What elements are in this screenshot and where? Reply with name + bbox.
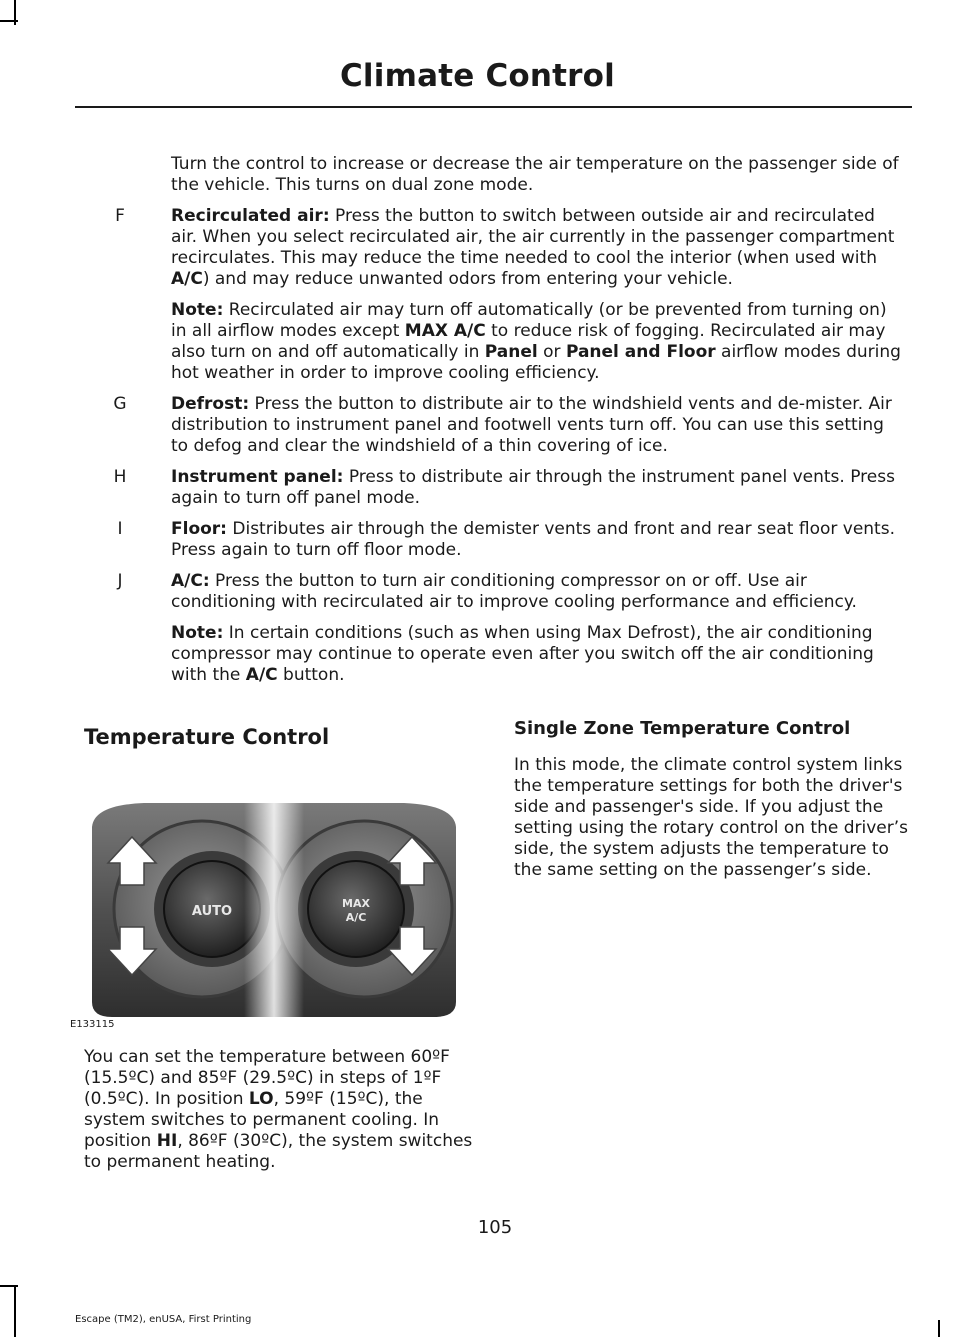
climate-panel-illustration [84,797,462,1017]
text-run: Turn the control to increase or decrease the air temperature on the passenger side of the vehicle. This turns on dual zone mode. [171,154,899,195]
bold-term: Instrument panel: [171,467,344,487]
entry-paragraph [171,154,905,196]
text-run: , 59ºF (15ºC), the system switches to permanent cooling. In position [84,1089,440,1151]
bold-term: MAX A/C [404,321,486,341]
page-title: Climate Control [339,58,615,94]
auto-label: AUTO [191,904,233,919]
bold-term: Panel [484,342,538,362]
bold-term: Defrost: [171,394,250,414]
section-title: Temperature Control [84,725,330,749]
crop-mark [0,20,18,22]
temperature-body-text [84,1047,478,1173]
bold-term: Recirculated air: [171,206,330,226]
control-entry [0,206,960,384]
entry-paragraph [171,206,905,290]
climate-control-panel-figure [84,797,462,1017]
entry-paragraph [171,394,905,457]
control-entry [0,394,960,457]
crop-mark [0,1285,18,1287]
entry-paragraph [171,571,905,613]
subsection-title: Single Zone Temperature Control [514,718,851,739]
entry-letter: J [117,571,123,591]
max-label: MAX [342,897,370,910]
bold-term: A/C: [171,571,210,591]
text-run: You can set the temperature between 60ºF (15.5ºC) and 85ºF (29.5ºC) in steps of 1ºF (0.5ºC). In position [84,1047,450,1109]
text-run: airflow modes during hot weather in order to improve cooling efficiency. [171,342,901,383]
bold-term: Note: [171,623,224,643]
text-run: button. [277,665,345,685]
entry-letter: F [115,206,125,226]
control-entry [0,571,960,686]
control-entry [0,519,960,561]
entry-paragraph [171,300,905,384]
page-number: 105 [477,1217,513,1238]
text-run: Press the button to distribute air to the windshield vents and de-mister. Air distribution to instrument panel and footwell vents turn off. You can use this setting to defog and clear the windshield of a thin covering of ice. [171,394,892,456]
text-run: , 86ºF (30ºC), the system switches to permanent heating. [84,1131,473,1172]
bold-term: A/C [171,269,203,289]
bold-term: Floor: [171,519,227,539]
text-run: Press to distribute air through the instrument panel vents. Press again to turn off panel mode. [171,467,895,508]
entry-paragraph [171,623,905,686]
entry-paragraph [171,519,905,561]
ac-label: A/C [345,911,367,924]
single-zone-section [514,714,910,881]
text-run: Recirculated air may turn off automatically (or be prevented from turning on) in all airflow modes except [171,300,887,341]
entry-letter: H [113,467,127,487]
text-run: or [537,342,566,362]
temperature-control-section [84,725,478,749]
text-run: ) and may reduce unwanted odors from entering your vehicle. [202,269,733,289]
control-entries-list [0,154,960,696]
entry-letter: I [117,519,123,539]
control-entry [0,467,960,509]
single-zone-body-text: In this mode, the climate control system links the temperature settings for both the driver's side and passenger's side. If you adjust the setting using the rotary control on the driver’s side, the system adjusts the temperature to the same setting on the passenger’s side. [514,755,909,880]
header-rule [75,106,912,108]
bold-term: HI [156,1131,178,1151]
crop-mark [14,1285,16,1337]
footer-text: Escape (TM2), enUSA, First Printing [75,1314,252,1325]
text-run: to reduce risk of fogging. Recirculated air may also turn on and off automatically in [171,321,886,362]
control-entry [0,154,960,196]
text-run: Distributes air through the demister vents and front and rear seat floor vents. Press again to turn off floor mode. [171,519,895,560]
bold-term: LO [248,1089,274,1109]
text-run: Press the button to switch between outside air and recirculated air. When you select recirculated air, the air currently in the passenger compartment recirculates. This may reduce the time needed to cool the interior (when used with [171,206,895,268]
bold-term: A/C [245,665,278,685]
bold-term: Note: [171,300,224,320]
crop-mark [938,1320,940,1337]
text-run: In certain conditions (such as when using Max Defrost), the air conditioning compressor may continue to operate even after you switch off the air conditioning with the [171,623,874,685]
entry-paragraph [171,467,905,509]
figure-code: E133115 [70,1019,115,1030]
entry-letter: G [113,394,127,414]
text-run: Press the button to turn air conditioning compressor on or off. Use air conditioning with recirculated air to improve cooling performance and efficiency. [171,571,857,612]
bold-term: Panel and Floor [565,342,716,362]
